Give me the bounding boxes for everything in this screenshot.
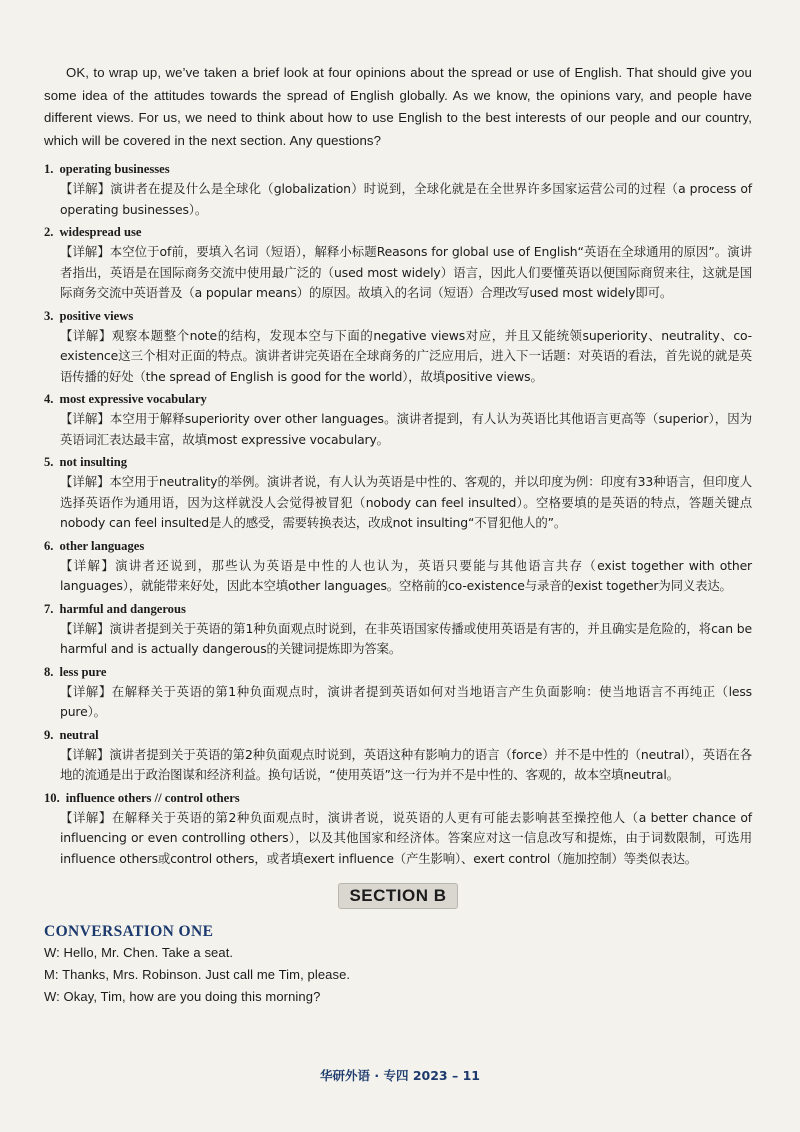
answer-heading (44, 600, 752, 619)
intro-paragraph: OK, to wrap up, we’ve taken a brief look at four opinions about the spread or use of English. That should give you some idea of the attitudes towards the spread of English globally. As we know, the opinions vary, and people have different views. For us, we need to think about how to use English to the best interests of our people and our country, which will be covered in the next section. Any questions? (44, 65, 752, 148)
answer-item (44, 223, 752, 304)
answer-number: 2. (44, 225, 54, 239)
answer-heading (44, 453, 752, 472)
answer-explanation: 【详解】在解释关于英语的第2种负面观点时，演讲者说，说英语的人更有可能去影响甚至操控他人（a better chance of influencing or even controlling others），以及其他国家和经济体。答案应对这一信息改写和提炼，由于词数限制，可选用influence others或control others，或者填exert influence（产生影响）、exert control（施加控制）等类似表达。 (60, 809, 752, 866)
answer-item (44, 726, 752, 786)
answer-title: widespread use (59, 225, 142, 239)
answer-number: 6. (44, 538, 54, 553)
answer-explanation: 【详解】演讲者提到关于英语的第1种负面观点时说到，在非英语国家传播或使用英语是有害的，并且确实是危险的，将can be harmful and is actually dangerous的关键词提炼即为答案。 (60, 620, 752, 656)
answer-explanation: 【详解】演讲者提到关于英语的第2种负面观点时说到，英语这种有影响力的语言（force）并不是中性的（neutral），英语在各地的流通是出于政治图谋和经济利益。换句话说，“使用英语”这一行为并不是中性的、客观的，故本空填neutral。 (60, 746, 752, 782)
answer-title: positive views (59, 308, 134, 323)
answer-heading (44, 663, 752, 682)
answer-title: most expressive vocabulary (59, 392, 207, 406)
answer-title: operating businesses (59, 162, 170, 176)
answer-title: harmful and dangerous (59, 601, 186, 616)
answer-item (44, 663, 752, 723)
answer-title: neutral (59, 727, 99, 742)
answer-heading (44, 537, 752, 556)
answer-number: 3. (44, 308, 54, 323)
dialog-block (44, 942, 752, 1008)
answer-title: less pure (59, 664, 107, 679)
answer-explanation: 【详解】本空用于解释superiority over other languages。演讲者提到，有人认为英语比其他语言更高等（superior），因为英语词汇表达最丰富，故填most expressive vocabulary。 (60, 411, 752, 447)
section-b-label: SECTION B (338, 883, 457, 909)
answer-number: 1. (44, 162, 54, 176)
answer-explanation: 【详解】观察本题整个note的结构，发现本空与下面的negative views对应，并且又能统领superiority、neutrality、co-existence这三个相对正面的特点。演讲者讲完英语在全球商务的广泛应用后，进入下一话题：对英语的看法，首先说的就是英语传播的好处（the spread of English is good for the world），故填positive views。 (60, 327, 752, 384)
answer-item (44, 453, 752, 534)
answer-explanation: 【详解】演讲者在提及什么是全球化（globalization）时说到，全球化就是在全世界许多国家运营公司的过程（a process of operating businesses）。 (60, 181, 752, 217)
dialog-line: W: Hello, Mr. Chen. Take a seat. (44, 945, 234, 960)
answer-explanation: 【详解】在解释关于英语的第1种负面观点时，演讲者提到英语如何对当地语言产生负面影响：使当地语言不再纯正（less pure）。 (60, 683, 752, 719)
answer-title: influence others // control others (65, 790, 240, 805)
conversation-title: CONVERSATION ONE (44, 923, 214, 940)
dialog-line: W: Okay, Tim, how are you doing this morning? (44, 989, 321, 1004)
answer-number: 9. (44, 727, 54, 742)
answer-explanation: 【详解】本空用于neutrality的举例。演讲者说，有人认为英语是中性的、客观的，并以印度为例：印度有33种语言，但印度人选择英语作为通用语，因为这样就没人会觉得被冒犯（nobody can feel insulted）。空格要填的是英语的特点，答题关键点nobody can feel insulted是人的感受，需要转换表达，改成not insulting“不冒犯他人的”。 (60, 474, 752, 530)
answer-heading (44, 160, 752, 179)
section-header (44, 883, 752, 909)
answer-explanation: 【详解】本空位于of前，要填入名词（短语），解释小标题Reasons for global use of English“英语在全球通用的原因”。演讲者指出，英语是在国际商务交流中使用最广泛的（used most widely）语言，因此人们要懂英语以便国际商贸来往，这就是国际商务交流中英语普及（a popular means）的原因。故填入的名词（短语）合理改写used most widely即可。 (60, 244, 752, 300)
answer-item (44, 307, 752, 388)
answer-heading (44, 223, 752, 242)
answer-heading (44, 789, 752, 808)
answer-item (44, 537, 752, 597)
answer-number: 4. (44, 392, 54, 406)
answer-heading (44, 726, 752, 745)
answer-number: 5. (44, 455, 54, 469)
answer-number: 10. (44, 790, 60, 805)
answer-item (44, 160, 752, 220)
dialog-line: M: Thanks, Mrs. Robinson. Just call me Tim, please. (44, 967, 351, 982)
answer-heading (44, 307, 752, 326)
answer-title: other languages (59, 538, 145, 553)
answer-explanations (44, 160, 752, 869)
answer-item (44, 789, 752, 870)
answer-title: not insulting (59, 455, 127, 469)
answer-heading (44, 390, 752, 409)
answer-explanation: 【详解】演讲者还说到，那些认为英语是中性的人也认为，英语只要能与其他语言共存（exist together with other languages），就能带来好处，因此本空填other languages。空格前的co-existence与录音的exist together为同义表达。 (60, 557, 752, 593)
answer-item (44, 600, 752, 660)
answer-number: 8. (44, 664, 54, 679)
page-footer: 华研外语 · 专四 2023 – 11 (320, 1068, 480, 1083)
answer-item (44, 390, 752, 450)
answer-number: 7. (44, 601, 54, 616)
